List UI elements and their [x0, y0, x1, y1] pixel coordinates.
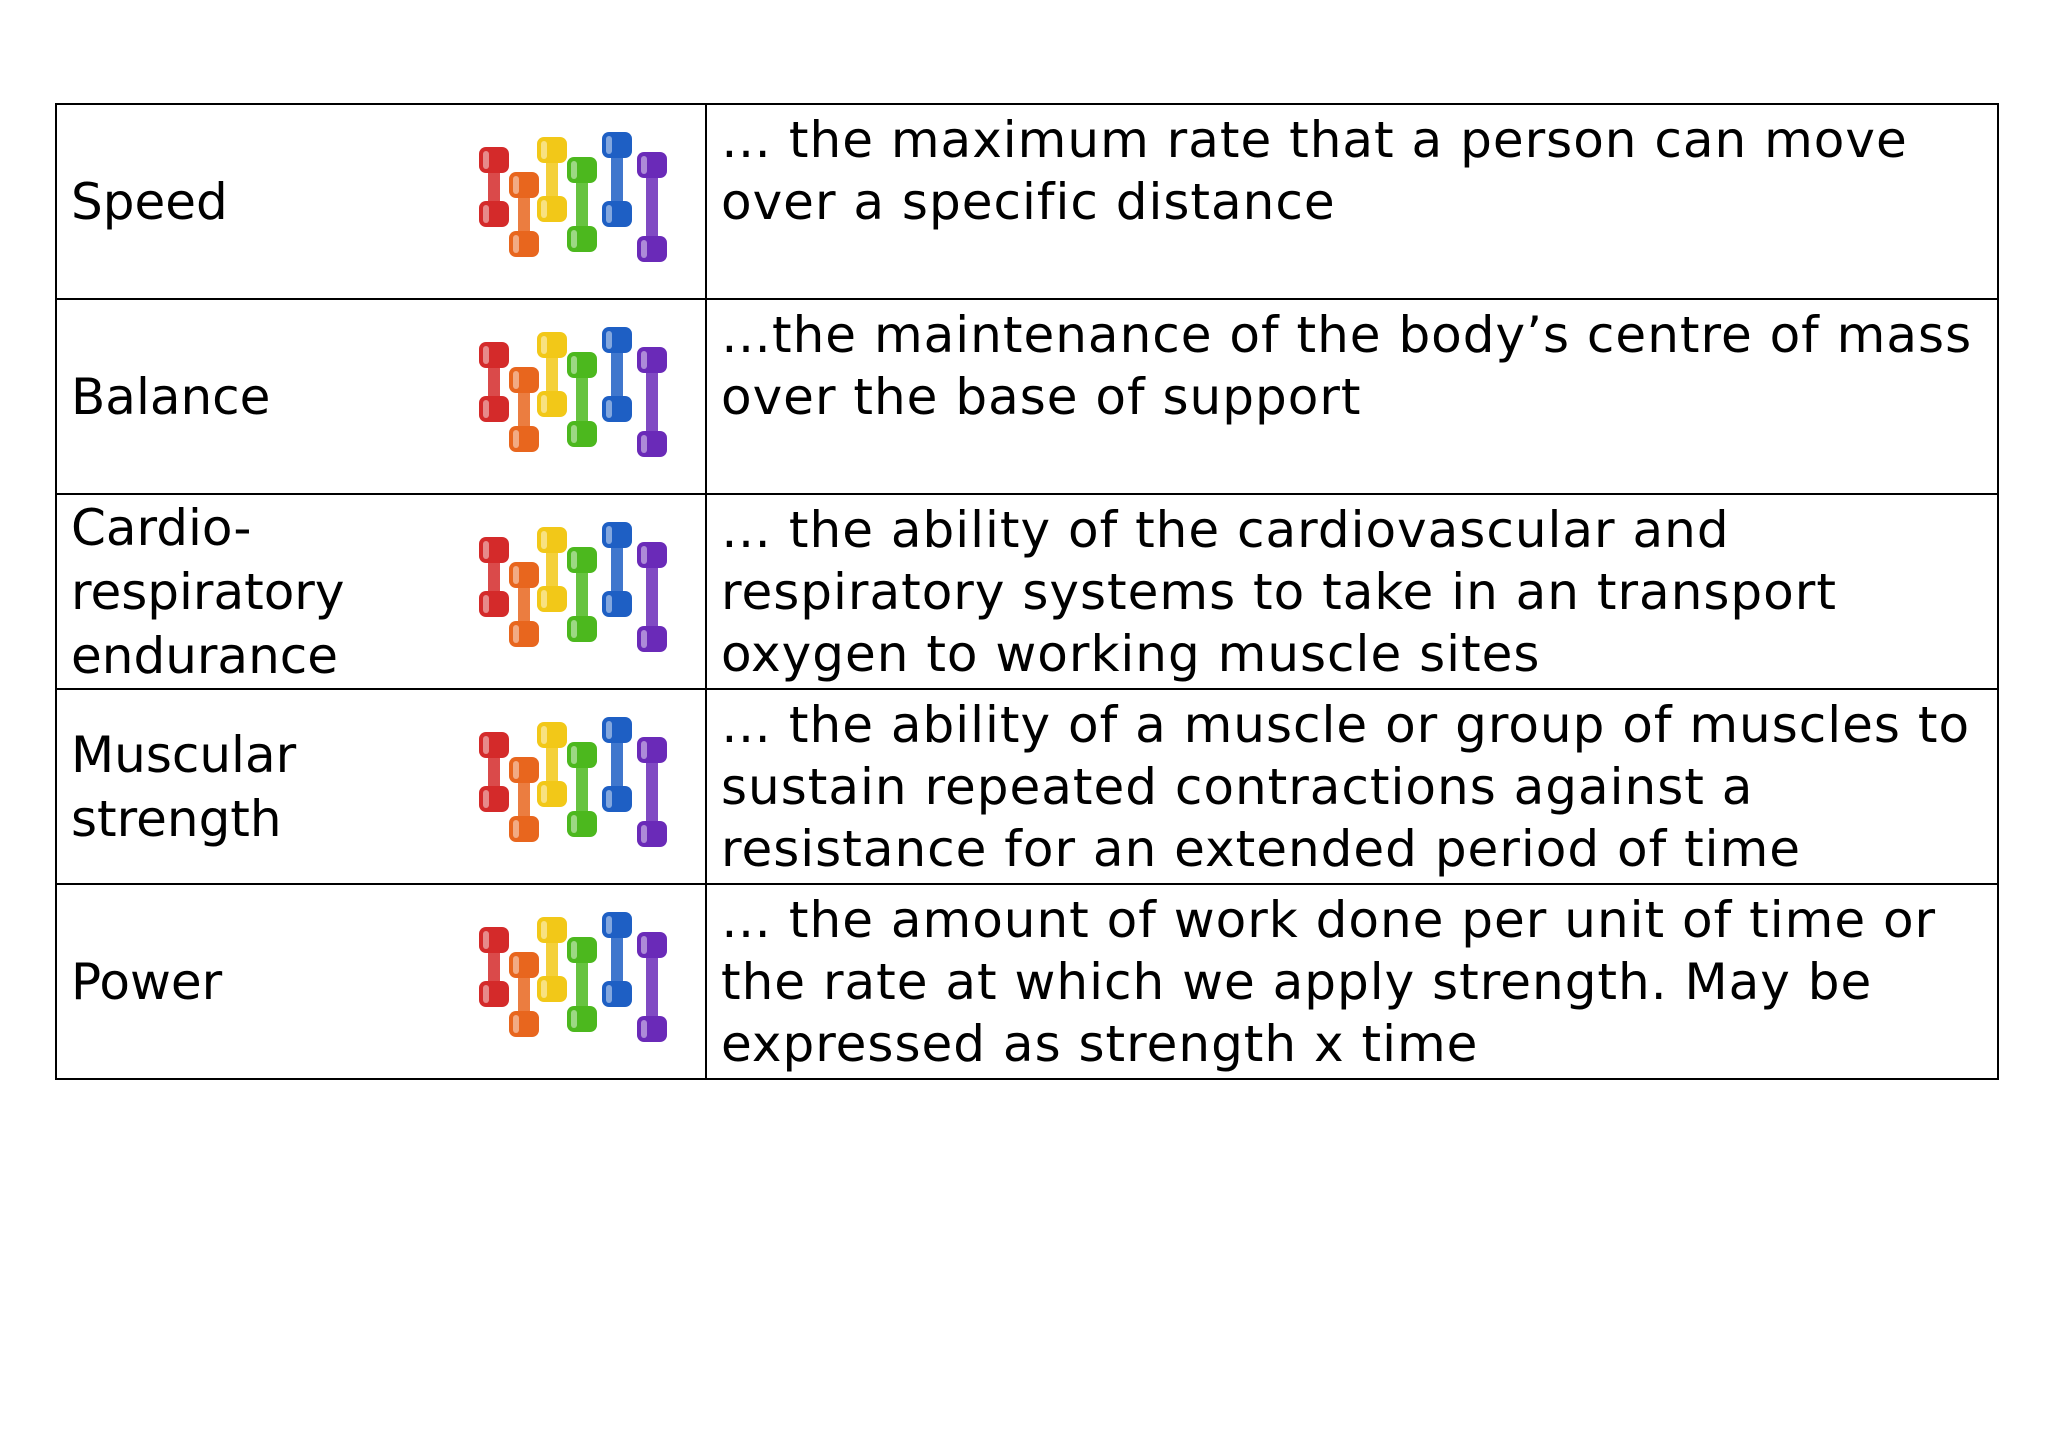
dumbbell-shape: [637, 347, 667, 457]
table-row: [56, 104, 1998, 299]
dumbbell-shape: [479, 342, 509, 422]
definition-text: …the maintenance of the body’s centre of mass over the base of support: [721, 306, 1973, 426]
dumbbell-shape: [567, 742, 597, 837]
table-row: [56, 884, 1998, 1079]
dumbbells-icon: [457, 517, 697, 667]
dumbbell-shape: [537, 137, 567, 222]
dumbbell-shape: [637, 932, 667, 1042]
dumbbell-shape: [567, 937, 597, 1032]
dumbbells-icon: [457, 712, 697, 862]
dumbbell-shape: [567, 352, 597, 447]
dumbbell-shape: [567, 157, 597, 252]
term-label: Balance: [71, 367, 271, 426]
definition-cell: [706, 299, 1998, 494]
dumbbell-shape: [509, 757, 539, 842]
dumbbell-shape: [637, 152, 667, 262]
dumbbell-shape: [602, 132, 632, 227]
term-cell: [56, 494, 706, 689]
dumbbell-shape: [509, 367, 539, 452]
dumbbell-shape: [567, 547, 597, 642]
dumbbells-icon: [457, 907, 697, 1057]
dumbbell-shape: [602, 912, 632, 1007]
term-cell: [56, 884, 706, 1079]
term-label: Speed: [71, 172, 228, 231]
dumbbell-shape: [479, 537, 509, 617]
table-row: [56, 689, 1998, 884]
term-label: Cardio- respiratory endurance: [71, 498, 345, 685]
table-body: [56, 104, 1998, 1079]
definition-cell: [706, 689, 1998, 884]
dumbbells-icon: [457, 322, 697, 472]
definition-cell: [706, 884, 1998, 1079]
dumbbell-shape: [537, 332, 567, 417]
dumbbell-shape: [537, 527, 567, 612]
term-cell: [56, 104, 706, 299]
definition-text: … the maximum rate that a person can move over a specific distance: [721, 111, 1908, 231]
dumbbell-shape: [509, 172, 539, 257]
definition-text: … the ability of a muscle or group of muscles to sustain repeated contractions against a resistance for an extended period of time: [721, 696, 1971, 878]
term-cell: [56, 299, 706, 494]
term-cell: [56, 689, 706, 884]
term-label: Power: [71, 952, 223, 1011]
dumbbell-shape: [509, 952, 539, 1037]
dumbbell-shape: [637, 737, 667, 847]
dumbbells-icon: [457, 127, 697, 277]
definition-cell: [706, 104, 1998, 299]
dumbbell-shape: [479, 927, 509, 1007]
dumbbell-shape: [509, 562, 539, 647]
dumbbell-shape: [602, 717, 632, 812]
definition-text: … the amount of work done per unit of time or the rate at which we apply strength. May be expressed as strength x time: [721, 891, 1937, 1073]
dumbbell-shape: [479, 147, 509, 227]
table-row: [56, 494, 1998, 689]
dumbbell-shape: [479, 732, 509, 812]
fitness-components-table: [55, 103, 1999, 1080]
table-row: [56, 299, 1998, 494]
dumbbell-shape: [602, 327, 632, 422]
dumbbell-shape: [537, 722, 567, 807]
dumbbell-shape: [537, 917, 567, 1002]
definition-cell: [706, 494, 1998, 689]
dumbbell-shape: [637, 542, 667, 652]
dumbbell-shape: [602, 522, 632, 617]
definition-text: … the ability of the cardiovascular and respiratory systems to take in an transport oxygen to working muscle sites: [721, 501, 1837, 683]
term-label: Muscular strength: [71, 725, 297, 848]
